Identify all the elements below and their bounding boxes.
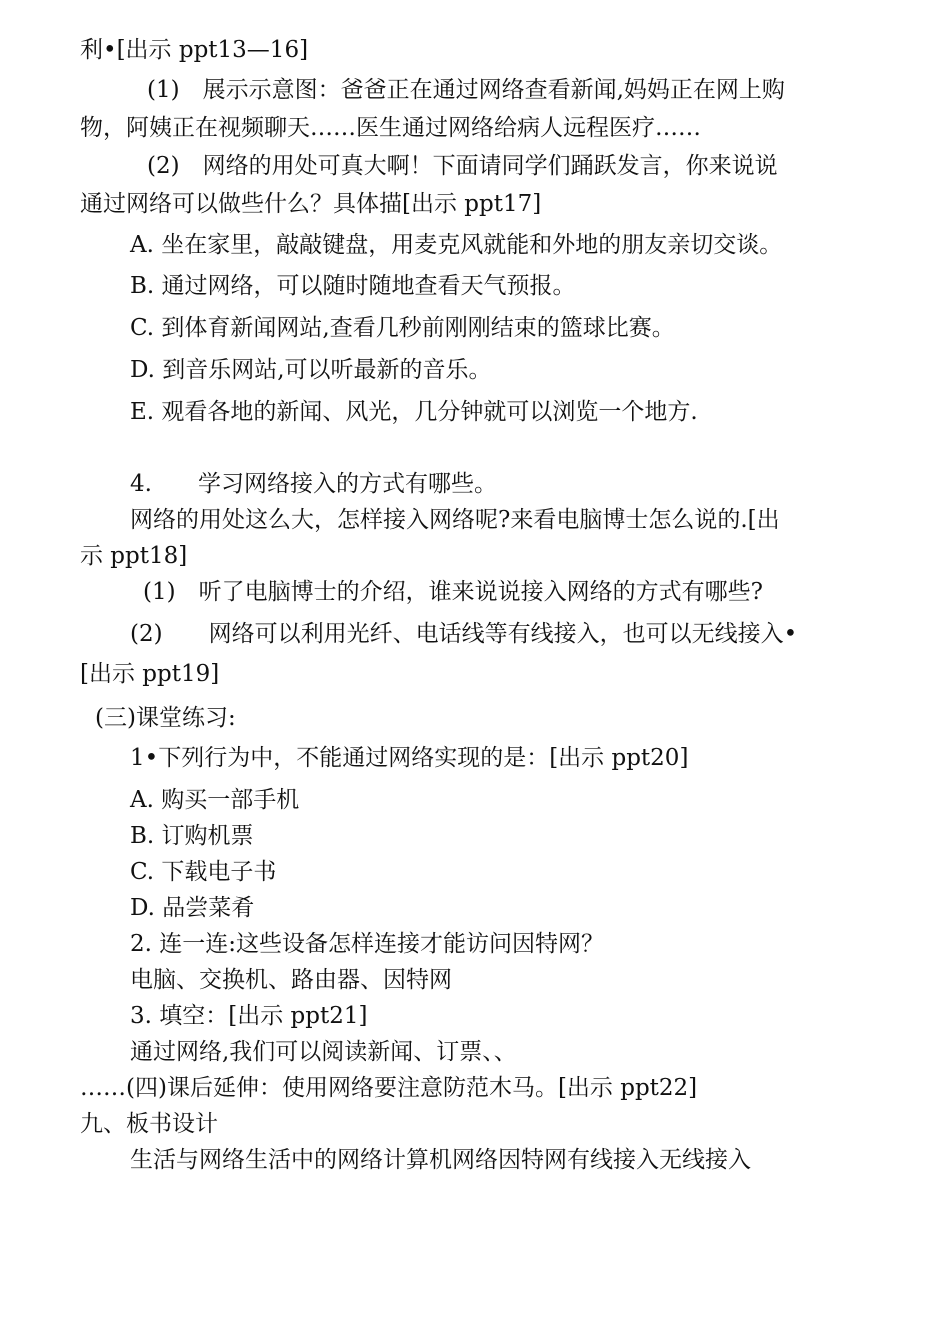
list-item: A. 购买一部手机 [130, 787, 300, 813]
text-line: 利•[出示 ppt13—16] [80, 37, 309, 63]
text-line: 2. 连一连:这些设备怎样连接才能访问因特网？ [130, 931, 605, 957]
section-heading: (三)课堂练习: [95, 705, 236, 731]
section-heading: 九、板书设计 [80, 1111, 218, 1137]
text-line: (2) 网络的用处可真大啊！下面请同学们踊跃发言，你来说说 [147, 153, 778, 179]
list-item: E. 观看各地的新闻、风光，几分钟就可以浏览一个地方. [130, 399, 698, 425]
text-line: 1•下列行为中，不能通过网络实现的是：[出示 ppt20] [130, 745, 689, 771]
text-line: [出示 ppt19] [80, 661, 220, 687]
list-item: B. 通过网络，可以随时随地查看天气预报。 [130, 273, 576, 299]
list-item: B. 订购机票 [130, 823, 254, 849]
text-line: 电脑、交换机、路由器、因特网 [130, 967, 452, 993]
text-line: 示 ppt18] [80, 543, 188, 569]
text-line: 3. 填空：[出示 ppt21] [130, 1003, 368, 1029]
section-heading: ……(四)课后延伸：使用网络要注意防范木马。[出示 ppt22] [80, 1075, 698, 1101]
list-item: C. 下载电子书 [130, 859, 277, 885]
text-line: 网络的用处这么大，怎样接入网络呢?来看电脑博士怎么说的.[出 [130, 507, 780, 533]
list-item: C. 到体育新闻网站,查看几秒前刚刚结束的篮球比赛。 [130, 315, 675, 341]
list-item: A. 坐在家里，敲敲键盘，用麦克风就能和外地的朋友亲切交谈。 [130, 232, 783, 258]
text-line: 物，阿姨正在视频聊天……医生通过网络给病人远程医疗…… [80, 115, 701, 141]
list-item: D. 到音乐网站,可以听最新的音乐。 [130, 357, 492, 383]
text-line: (1) 听了电脑博士的介绍，谁来说说接入网络的方式有哪些? [143, 579, 763, 605]
text-line: 通过网络,我们可以阅读新闻、订票、、 [130, 1039, 517, 1065]
text-line: (2) 网络可以利用光纤、电话线等有线接入，也可以无线接入• [130, 621, 798, 647]
text-line: (1) 展示示意图：爸爸正在通过网络查看新闻,妈妈正在网上购 [147, 77, 785, 103]
text-line: 生活与网络生活中的网络计算机网络因特网有线接入无线接入 [130, 1147, 751, 1173]
list-item: D. 品尝菜肴 [130, 895, 255, 921]
text-line: 通过网络可以做些什么？具体描[出示 ppt17] [80, 191, 542, 217]
section-heading: 4. 学习网络接入的方式有哪些。 [130, 471, 497, 497]
